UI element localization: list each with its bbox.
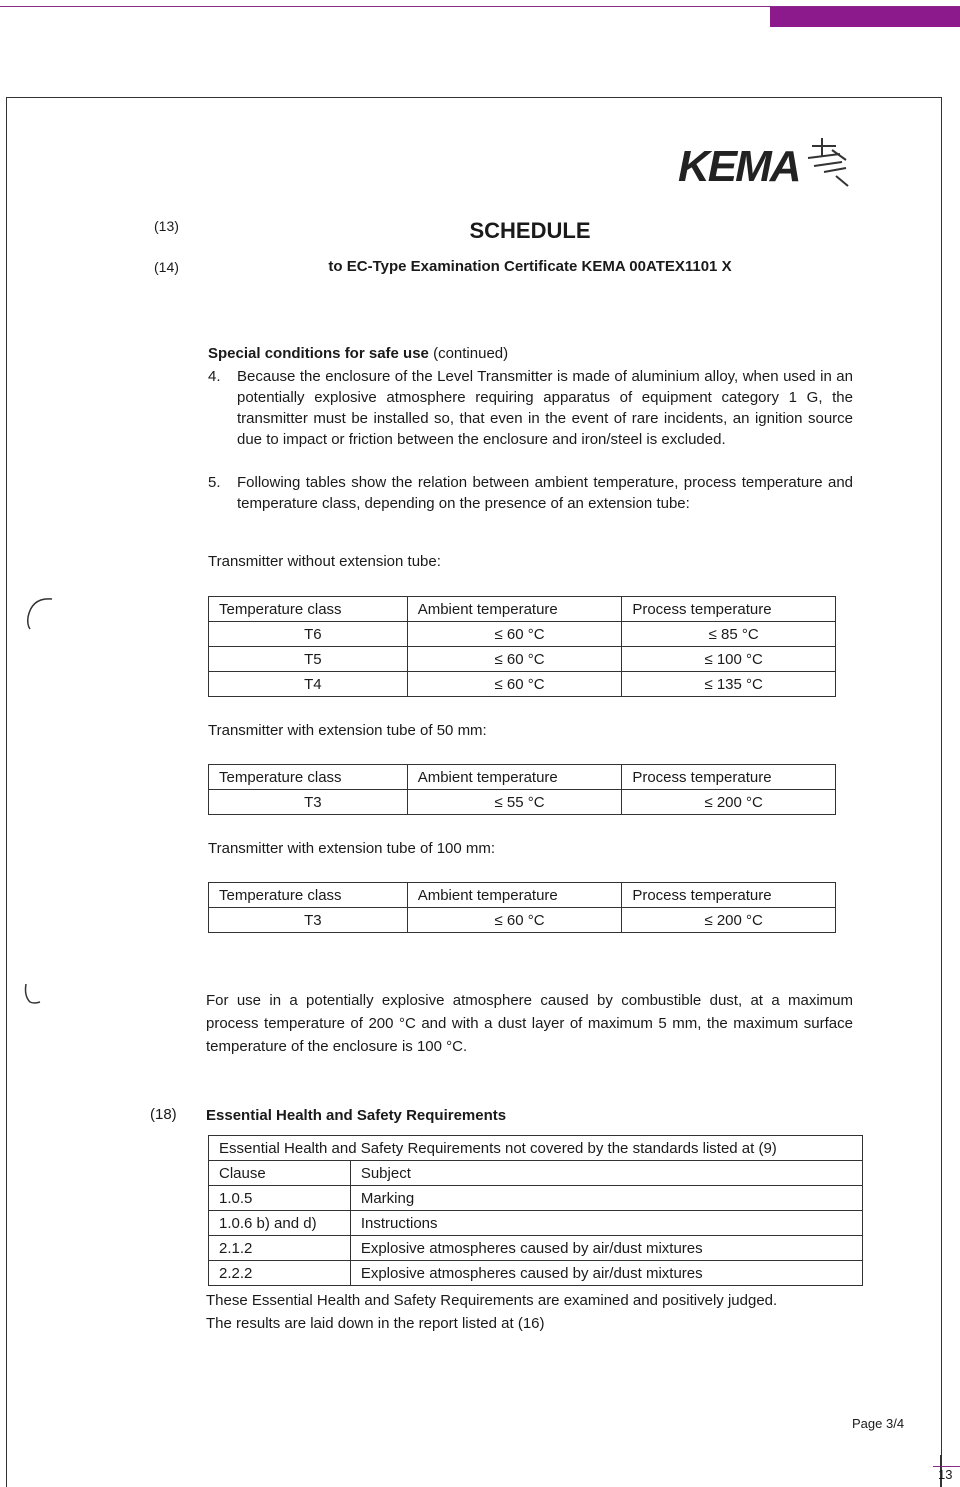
table-row — [209, 1211, 863, 1236]
table-cell: 2.1.2 — [209, 1236, 351, 1261]
special-conditions-heading-bold: Special conditions for safe use — [208, 345, 429, 362]
table-header-row — [209, 597, 836, 622]
kema-logo: KEMA — [678, 142, 800, 191]
page-indicator: Page 3/4 — [852, 1416, 905, 1431]
table-cell: Instructions — [350, 1211, 862, 1236]
table-header-cell: Clause — [209, 1161, 351, 1186]
table-header-cell: Temperature class — [209, 597, 408, 622]
table-row — [209, 908, 836, 933]
item-5-text: Following tables show the relation between ambient temperature, process temperature and temperature class, depending on the presence of an extension tube: — [237, 474, 853, 512]
section-number-18: (18) — [150, 1106, 177, 1123]
table-cell: ≤ 100 °C — [622, 647, 836, 672]
table-row — [209, 1186, 863, 1211]
table-cell: ≤ 60 °C — [407, 647, 622, 672]
table-cell: T3 — [209, 908, 408, 933]
table-cell: 1.0.5 — [209, 1186, 351, 1211]
table-cell: ≤ 60 °C — [407, 908, 622, 933]
table-header-cell: Process temperature — [622, 765, 836, 790]
top-accent-bar — [770, 7, 960, 27]
table-header-row — [209, 883, 836, 908]
table-cell: ≤ 200 °C — [622, 908, 836, 933]
table-header-cell: Ambient temperature — [407, 765, 622, 790]
table-header-cell: Temperature class — [209, 765, 408, 790]
special-conditions-heading-suffix: (continued) — [428, 345, 509, 362]
table-cell: Marking — [350, 1186, 862, 1211]
table-row — [209, 672, 836, 697]
punch-hole-mark-icon — [20, 980, 50, 1010]
dust-paragraph: For use in a potentially explosive atmosphere caused by combustible dust, at a maximum process temperature of 200 °C and with a dust layer of maximum 5 mm, the maximum surface temperature of the enclosure is 100 °C. — [206, 992, 853, 1055]
table2-caption: Transmitter with extension tube of 50 mm: — [208, 722, 487, 739]
table-cell: T4 — [209, 672, 408, 697]
table-cell: ≤ 85 °C — [622, 622, 836, 647]
temperature-table-100mm — [208, 882, 836, 933]
table-title-row — [209, 1136, 863, 1161]
table-cell: T6 — [209, 622, 408, 647]
table-cell: ≤ 135 °C — [622, 672, 836, 697]
table-cell: T5 — [209, 647, 408, 672]
table-cell: ≤ 60 °C — [407, 672, 622, 697]
section-number-13: (13) — [154, 218, 179, 234]
ehsr-table — [208, 1135, 863, 1286]
ehsr-heading: Essential Health and Safety Requirements — [206, 1107, 507, 1124]
item-5-number: 5. — [208, 474, 221, 491]
table-cell: ≤ 200 °C — [622, 790, 836, 815]
ehsr-table-title: Essential Health and Safety Requirements not covered by the standards listed at (9) — [209, 1136, 863, 1161]
table-row — [209, 1236, 863, 1261]
temperature-table-no-tube — [208, 596, 836, 697]
item-4-text: Because the enclosure of the Level Transmitter is made of aluminium alloy, when used in an potentially explosive atmosphere requiring apparatus of equipment category 1 G, the transmitter must be installed so, that even in the event of rare incidents, an ignition source due to impact or friction between the enclosure and iron/steel is excluded. — [237, 368, 853, 448]
ehsr-footer-line-1: These Essential Health and Safety Requirements are examined and positively judged. — [206, 1292, 778, 1309]
table1-caption: Transmitter without extension tube: — [208, 553, 441, 570]
table-cell: T3 — [209, 790, 408, 815]
special-conditions-heading — [208, 343, 508, 364]
page-subtitle: to EC-Type Examination Certificate KEMA 00ATEX1101 X — [328, 258, 732, 275]
ehsr-footer-line-2: The results are laid down in the report listed at (16) — [206, 1315, 545, 1332]
table-cell: Explosive atmospheres caused by air/dust mixtures — [350, 1236, 862, 1261]
table3-caption: Transmitter with extension tube of 100 mm: — [208, 840, 496, 857]
table-header-cell: Subject — [350, 1161, 862, 1186]
section-number-14: (14) — [154, 259, 179, 275]
table-header-cell: Temperature class — [209, 883, 408, 908]
table-header-cell: Process temperature — [622, 597, 836, 622]
kema-star-icon — [806, 136, 850, 190]
table-cell: ≤ 60 °C — [407, 622, 622, 647]
table-cell: ≤ 55 °C — [407, 790, 622, 815]
table-row — [209, 647, 836, 672]
table-row — [209, 1261, 863, 1286]
punch-hole-mark-icon — [22, 593, 56, 633]
table-row — [209, 622, 836, 647]
table-header-row — [209, 765, 836, 790]
temperature-table-50mm — [208, 764, 836, 815]
table-cell: 2.2.2 — [209, 1261, 351, 1286]
table-cell: 1.0.6 b) and d) — [209, 1211, 351, 1236]
margin-page-number: 13 — [938, 1467, 953, 1482]
page-title: SCHEDULE — [469, 218, 591, 243]
table-header-cell: Ambient temperature — [407, 883, 622, 908]
table-header-cell: Ambient temperature — [407, 597, 622, 622]
item-4-number: 4. — [208, 368, 221, 385]
table-cell: Explosive atmospheres caused by air/dust mixtures — [350, 1261, 862, 1286]
table-row — [209, 790, 836, 815]
table-header-row — [209, 1161, 863, 1186]
table-header-cell: Process temperature — [622, 883, 836, 908]
